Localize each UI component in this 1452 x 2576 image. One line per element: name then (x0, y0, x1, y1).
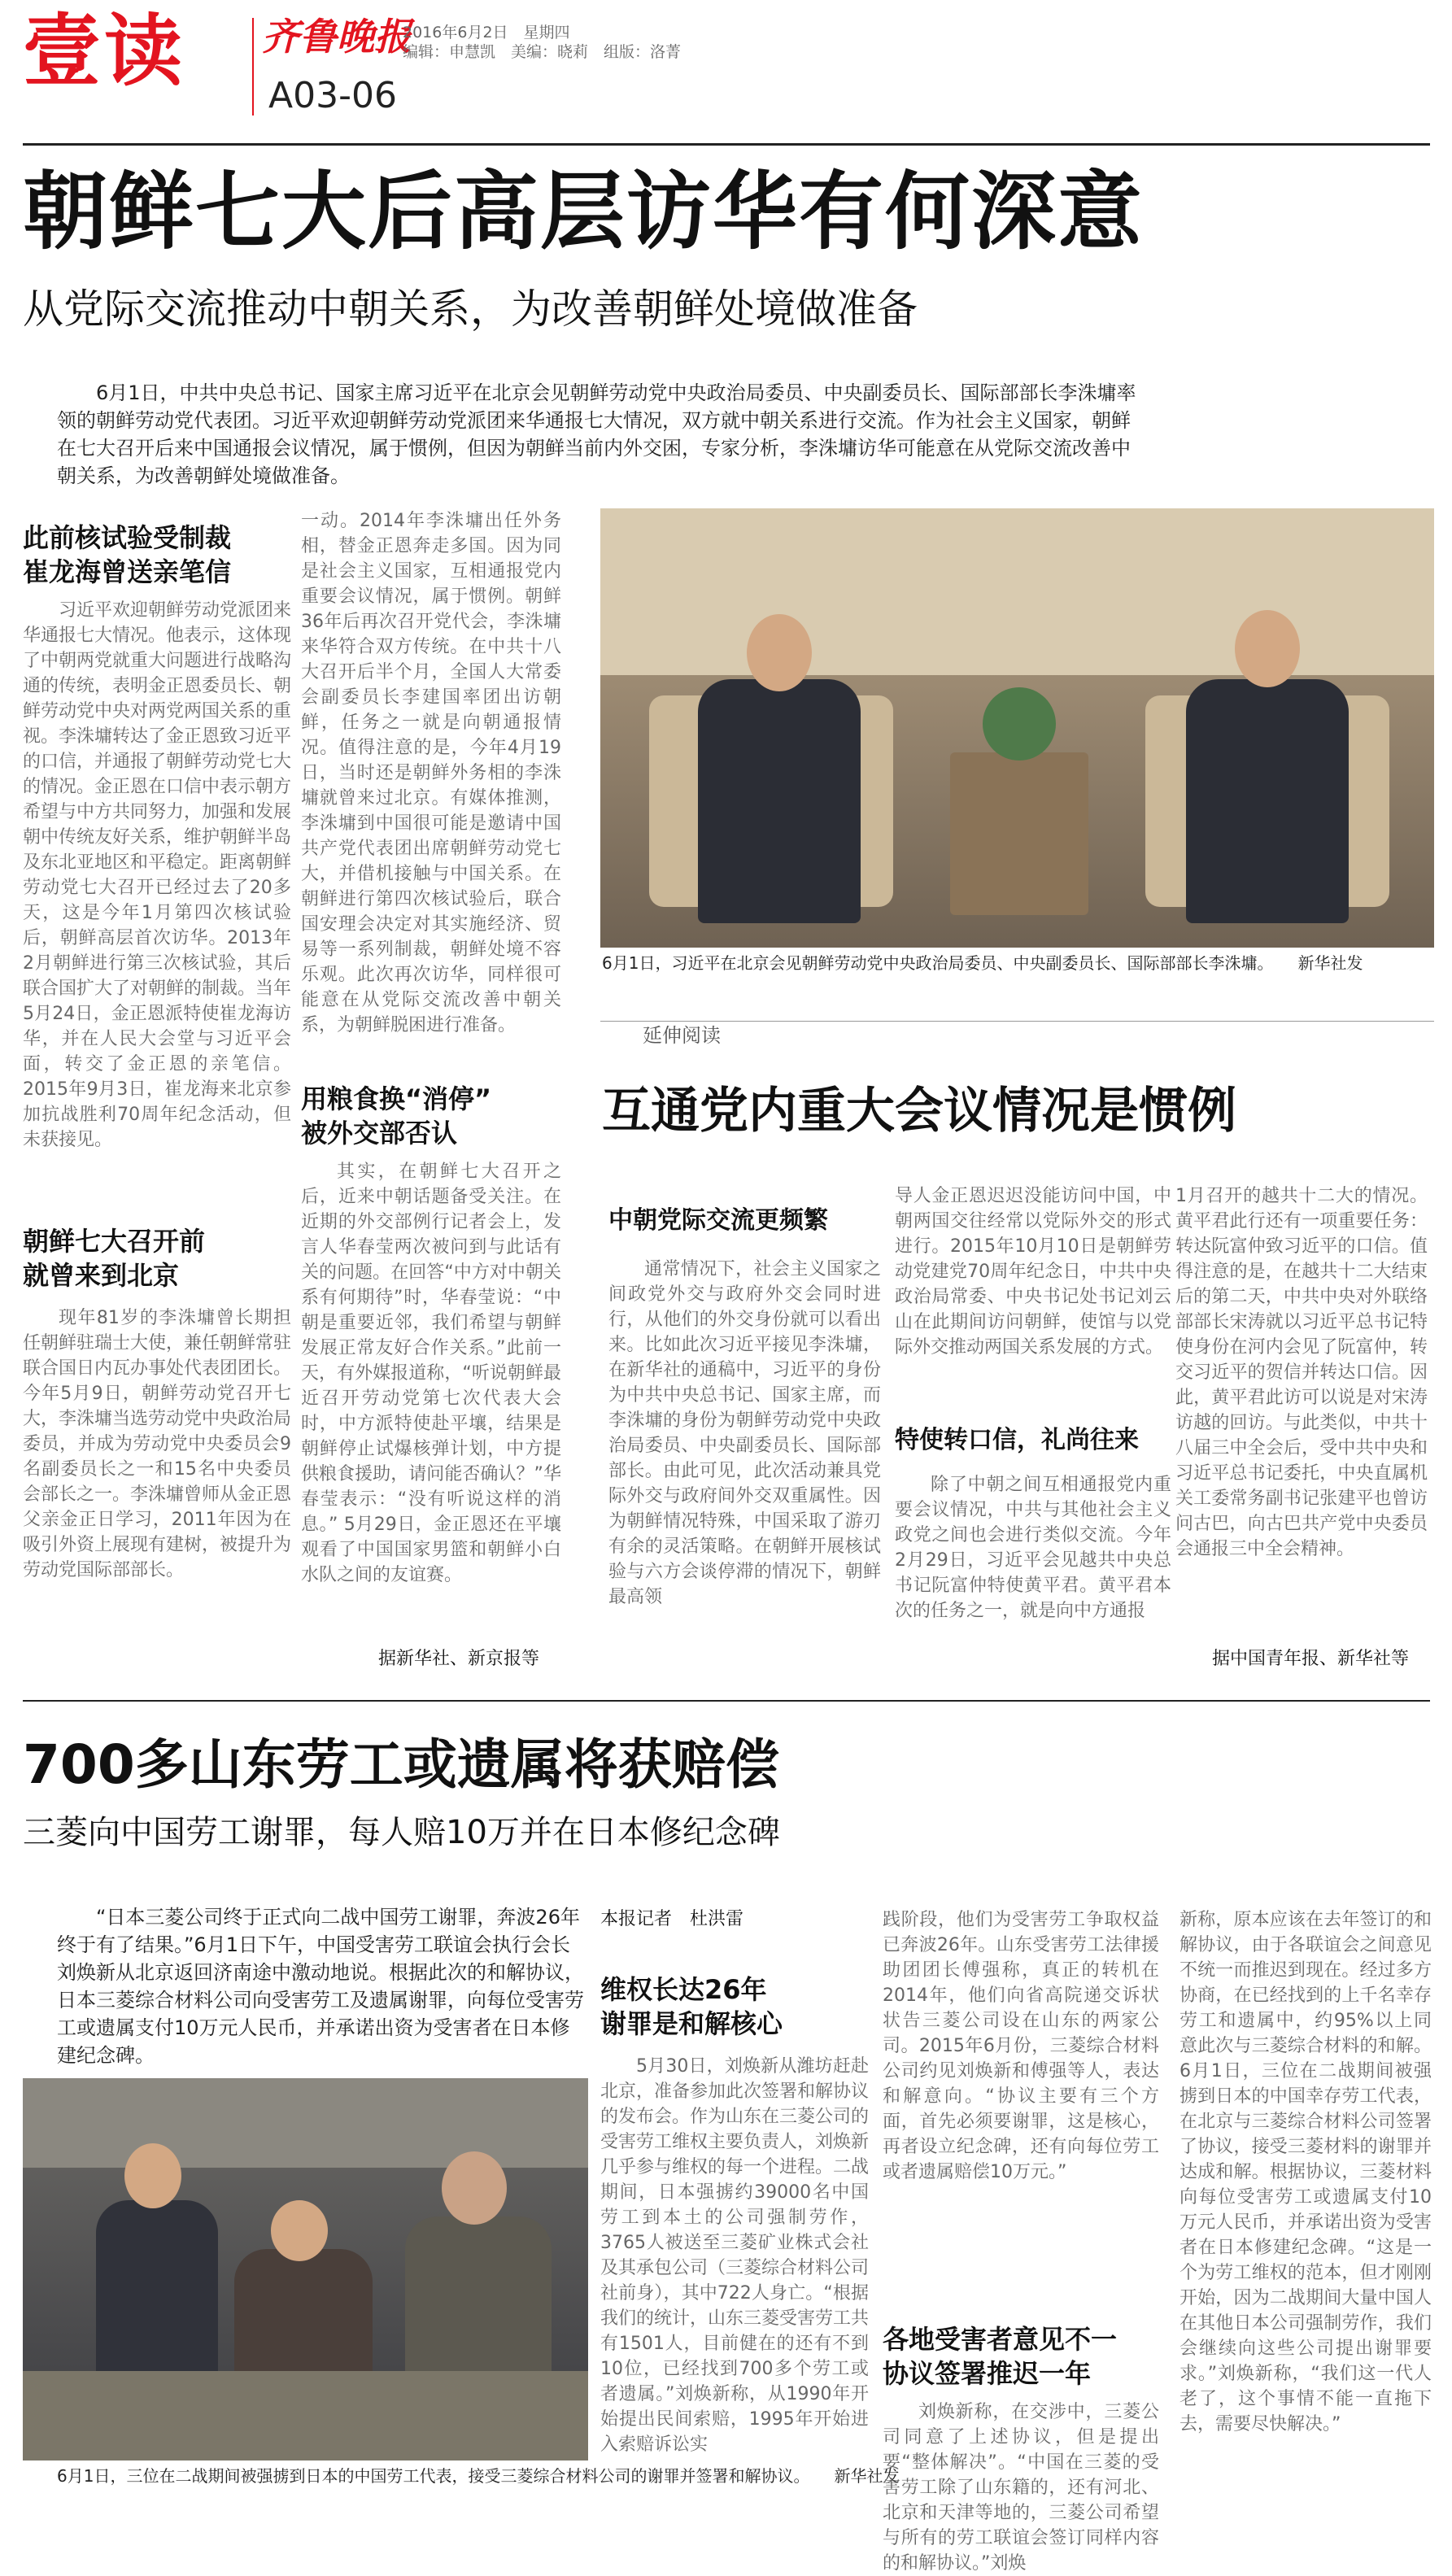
article-column: 新称，原本应该在去年签订的和解协议，由于各联谊会之间意见不统一而推迟到现在。经过多方协商，在已经找到的上千名幸存劳工和遗属中，约95%以上同意此次与三菱综合材料的和解。6月1日，三位在二战期间被强掳到日本的中国幸存劳工代表，在北京与三菱综合材料公司签署了协议，接受三菱材料的谢罪并达成和解。根据协议，三菱材料向每位受害劳工或遗属支付10万元人民币，并承诺出资为受害者在日本修建纪念碑。“这是一个为劳工维权的范本，但才刚刚开始，因为二战期间大量中国人在其他日本公司强制劳作，我们会继续向这些公司提出谢罪要求。”刘焕新称，“我们这一代人老了，这个事情不能一直拖下去，需要尽快解决。” (1179, 1910, 1432, 2434)
story-divider (23, 1700, 1430, 1702)
article-column: 践阶段，他们为受害劳工争取权益已奔波26年。山东受害劳工法律援助团团长傅强称，真正的转机在2014年，他们向省高院递交诉状状告三菱公司设在山东的两家公司。2015年6月份，三菱综合材料公司约见刘焕新和傅强等人，表达和解意向。“协议主要有三个方面，首先必须要谢罪，这是核心，再者设立纪念碑，还有向每位劳工或者遗属赔偿10万元。” (883, 1910, 1159, 2182)
subhead-before-congress: 朝鲜七大召开前 就曾来到北京 (23, 1226, 206, 1291)
subhead-food-aid: 用粮食换“消停” 被外交部否认 (301, 1083, 492, 1149)
photo-caption: 6月1日，三位在二战期间被强掳到日本的中国劳工代表，接受三菱综合材料公司的谢罪并签署和解协议。 新华社发 (57, 2466, 900, 2486)
article-column: 5月30日，刘焕新从潍坊赶赴北京，准备参加此次签署和解协议的发布会。作为山东在三菱公司的受害劳工维权主要负责人，刘焕新几乎参与维权的每一个进程。二战期间，日本强掳约39000名中国劳工到本土的公司强制劳作，3765人被送至三菱矿业株式会社及其承包公司（三菱综合材料公司社前身），其中722人身亡。“根据我们的统计，山东三菱受害劳工共有1501人，目前健在的还有不到10位，已经找到700多个劳工或者遗属。”刘焕新称，从1990年开始提出民间索赔，1995年开始进入索赔诉讼实 (600, 2056, 870, 2455)
headline-story1: 朝鲜七大后高层访华有何深意 (23, 162, 1145, 261)
section-rule (600, 1021, 1434, 1022)
news-photo-signing (23, 2078, 588, 2460)
paper-logo: 齐鲁晚报 (262, 15, 412, 59)
article-column: 其实，在朝鲜七大召开之后，近来中朝话题备受关注。在近期的外交部例行记者会上，发言人华春莹两次被问到与此话有关的问题。在回答“中方对中朝关系有何期待”时，华春莹说：“中朝是重要近邻，我们希望与朝鲜发展正常友好合作关系。”此前一天，有外媒报道称，“听说朝鲜最近召开劳动党第七次代表大会时，中方派特使赴平壤，结果是朝鲜停止试爆核弹计划，中方提供粮食援助，请问能否确认？”华春莹表示：“没有听说这样的消息。” 5月29日，金正恩还在平壤观看了中国国家男篮和朝鲜小白水队之间的友谊赛。 (301, 1162, 561, 1585)
editor-credits: 编辑：申慧凯 美编：晓莉 组版：洛菁 (403, 43, 682, 61)
article-column: 刘焕新称，在交涉中，三菱公司同意了上述协议，但是提出要“整体解决”。“中国在三菱的受害劳工除了山东籍的，还有河北、北京和天津等地的，三菱公司希望与所有的劳工联谊会签订同样内容的和解协议。”刘焕 (883, 2402, 1159, 2574)
lead-paragraph: 6月1日，中共中央总书记、国家主席习近平在北京会见朝鲜劳动党中央政治局委员、中央副委员长、国际部部长李洙墉率领的朝鲜劳动党代表团。习近平欢迎朝鲜劳动党派团来华通报七大情况，双方就中朝关系进行交流。作为社会主义国家，朝鲜在七大召开后来中国通报会议情况，属于惯例，但因为朝鲜当前内外交困，专家分析，李洙墉访华可能意在从党际交流改善中朝关系，为改善朝鲜处境做准备。 (57, 381, 1136, 487)
subheadline-story2: 三菱向中国劳工谢罪，每人赔10万并在日本修纪念碑 (23, 1814, 780, 1851)
intro-paragraph: “日本三菱公司终于正式向二战中国劳工谢罪，奔波26年终于有了结果。”6月1日下午，中国受害劳工联谊会执行会长刘焕新从北京返回济南途中激动地说。根据此次的和解协议，日本三菱综合材料公司向受害劳工及遗属谢罪，向每位受害劳工或遗属支付10万元人民币，并承诺出资为受害者在日本修建纪念碑。 (57, 1906, 584, 2067)
subhead-26-years: 维权长达26年 谢罪是和解核心 (600, 1974, 783, 2039)
page-code: A03-06 (268, 75, 397, 116)
news-photo-meeting (600, 508, 1434, 948)
section-title: 壹读 (23, 6, 185, 97)
headline-extended: 互通党内重大会议情况是惯例 (602, 1083, 1236, 1140)
subheadline-story1: 从党际交流推动中朝关系，为改善朝鲜处境做准备 (23, 285, 918, 333)
extended-reading-tag: 延伸阅读 (643, 1024, 721, 1047)
issue-date: 2016年6月2日 星期四 (403, 24, 570, 41)
headline-story2: 700多山东劳工或遗属将获赔偿 (23, 1733, 779, 1796)
subhead-sanctions: 此前核试验受制裁 崔龙海曾送亲笔信 (23, 522, 232, 587)
article-column: 导人金正恩迟迟没能访问中国，中朝两国交往经常以党际外交的形式进行。2015年10月10日是朝鲜劳动党建党70周年纪念日，中共中央政治局常委、中央书记处书记刘云山在此期间访问朝鲜，使馆与以党际外交推动两国关系发展的方式。 (895, 1186, 1171, 1358)
subhead-party-exchange: 中朝党际交流更频繁 (608, 1206, 828, 1235)
article-column: 1月召开的越共十二大的情况。黄平君此行还有一项重要任务：转达阮富仲致习近平的口信。值得注意的是，在越共十二大结束后的第二天，中共中央对外联络部部长宋涛就以习近平总书记特使身份在河内会见了阮富仲，转交习近平的贺信并转达口信。因此，黄平君此访可以说是对宋涛访越的回访。与此类似，中共十八届三中全会后，受中共中央和习近平总书记委托，中央直属机关工委常务副书记张建平也曾访问古巴，向古巴共产党中央委员会通报三中全会精神。 (1175, 1186, 1428, 1559)
article-column: 现年81岁的李洙墉曾长期担任朝鲜驻瑞士大使，兼任朝鲜常驻联合国日内瓦办事处代表团团长。今年5月9日，朝鲜劳动党召开七大，李洙墉当选劳动党中央政治局委员，并成为劳动党中央委员会9名副委员长之一和15名中央委员会部长之一。李洙墉曾师从金正恩父亲金正日学习，2011年因为在吸引外资上展现有建树，被提升为劳动党国际部部长。 (23, 1308, 292, 1580)
masthead-rule (23, 143, 1430, 146)
article-column: 通常情况下，社会主义国家之间政党外交与政府外交会同时进行，从他们的外交身份就可以看出来。比如此次习近平接见李洙墉，在新华社的通稿中，习近平的身份为中共中央总书记、国家主席，而李洙墉的身份为朝鲜劳动党中央政治局委员、中央副委员长、国际部部长。由此可见，此次活动兼具党际外交与政府间外交双重属性。因为朝鲜情况特殊，中国采取了游刃有余的灵活策略。在朝鲜开展核试验与六方会谈停滞的情况下，朝鲜最高领 (608, 1259, 881, 1607)
article-column: 习近平欢迎朝鲜劳动党派团来华通报七大情况。他表示，这体现了中朝两党就重大问题进行战略沟通的传统，表明金正恩委员长、朝鲜劳动党中央对两党两国关系的重视。李洙墉转达了金正恩致习近平的口信，并通报了朝鲜劳动党七大的情况。金正恩在口信中表示朝方希望与中方共同努力，加强和发展朝中传统友好关系，维护朝鲜半岛及东北亚地区和平稳定。距离朝鲜劳动党七大召开已经过去了20多天，这是今年1月第四次核试验后，朝鲜高层首次访华。2013年2月朝鲜进行第三次核试验，其后联合国扩大了对朝鲜的制裁。当年5月24日，金正恩派特使崔龙海访华，并在人民大会堂与习近平会面，转交了金正恩的亲笔信。2015年9月3日，崔龙海来北京参加抗战胜利70周年纪念活动，但未获接见。 (23, 600, 292, 1150)
article-column: 除了中朝之间互相通报党内重要会议情况，中共与其他社会主义政党之间也会进行类似交流。今年2月29日，习近平会见越共中央总书记阮富仲特使黄平君。黄平君本次的任务之一，就是向中方通报 (895, 1475, 1171, 1621)
article-column: 一动。2014年李洙墉出任外务相，替金正恩奔走多国。因为同是社会主义国家，互相通报党内重要会议情况，属于惯例。朝鲜36年后再次召开党代会，李洙墉来华符合双方传统。在中共十八大召开后半个月，全国人大常委会副委员长李建国率团出访朝鲜，任务之一就是向朝通报情况。值得注意的是，今年4月19日，当时还是朝鲜外务相的李洙墉就曾来过北京。有媒体推测，李洙墉到中国很可能是邀请中国共产党代表团出席朝鲜劳动党七大，并借机接触与中国关系。在朝鲜进行第四次核试验后，联合国安理会决定对其实施经济、贸易等一系列制裁，朝鲜处境不容乐观。此次再次访华，同样很可能意在从党际交流改善中朝关系，为朝鲜脱困进行准备。 (301, 511, 561, 1035)
subhead-envoy: 特使转口信，礼尚往来 (895, 1426, 1139, 1454)
photo-caption: 6月1日，习近平在北京会见朝鲜劳动党中央政治局委员、中央副委员长、国际部部长李洙墉。 新华社发 (602, 953, 1363, 973)
subhead-delay: 各地受害者意见不一 协议签署推迟一年 (883, 2324, 1118, 2389)
reporter-byline: 本报记者 杜洪雷 (600, 1909, 744, 1929)
masthead-divider (252, 18, 254, 116)
source-credit: 据新华社、新京报等 (378, 1649, 540, 1669)
source-credit: 据中国青年报、新华社等 (1212, 1649, 1410, 1669)
